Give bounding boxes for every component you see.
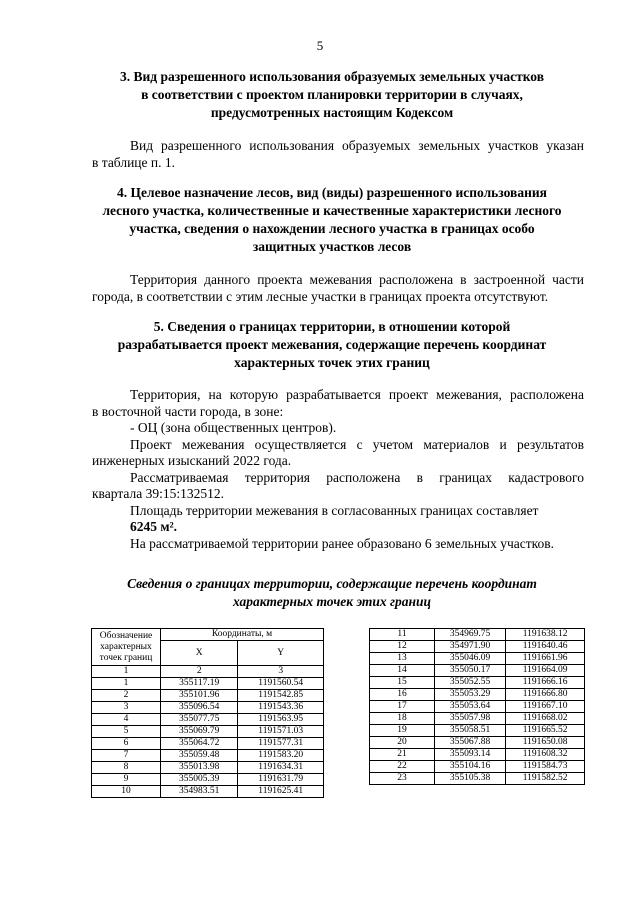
y-coordinate: 1191666.80	[506, 689, 585, 701]
heading-line: участка, сведения о нахождении лесного участка в границах особо	[129, 221, 535, 236]
table-row	[370, 725, 585, 737]
x-coordinate: 355104.16	[435, 761, 506, 773]
text-line: в таблице п. 1.	[92, 154, 175, 170]
table-row	[92, 702, 324, 714]
table-row	[92, 762, 324, 774]
table-row	[370, 629, 585, 641]
text-line: квартала 39:15:132512.	[92, 486, 224, 501]
point-number: 20	[370, 737, 435, 749]
col-number: 1	[92, 666, 161, 678]
table-body-left	[92, 678, 324, 798]
table-row	[92, 678, 324, 690]
section5-heading	[82, 318, 582, 372]
table-row	[370, 749, 585, 761]
y-coordinate: 1191631.79	[238, 774, 324, 786]
table-row	[92, 774, 324, 786]
table-row	[370, 737, 585, 749]
point-number: 4	[92, 714, 161, 726]
x-coordinate: 355059.48	[161, 750, 238, 762]
y-coordinate: 1191563.95	[238, 714, 324, 726]
heading-line: в соответствии с проектом планировки территории в случаях,	[141, 87, 523, 102]
y-coordinate: 1191577.31	[238, 738, 324, 750]
caption-line: Сведения о границах территории, содержащие перечень координат	[127, 576, 537, 591]
text-line: в восточной части города, в зоне:	[92, 403, 284, 419]
y-coordinate: 1191584.73	[506, 761, 585, 773]
x-coordinate: 355046.09	[435, 653, 506, 665]
x-coordinate: 354971.90	[435, 641, 506, 653]
y-coordinate: 1191583.20	[238, 750, 324, 762]
x-coordinate: 355077.75	[161, 714, 238, 726]
x-coordinate: 355067.88	[435, 737, 506, 749]
x-coordinate: 354969.75	[435, 629, 506, 641]
table-body-right	[370, 629, 585, 785]
y-coordinate: 1191560.54	[238, 678, 324, 690]
point-number: 1	[92, 678, 161, 690]
point-number: 13	[370, 653, 435, 665]
point-number: 23	[370, 773, 435, 785]
table-row	[92, 726, 324, 738]
table-row	[370, 761, 585, 773]
y-coordinate: 1191582.52	[506, 773, 585, 785]
heading-line: защитных участков лесов	[252, 239, 412, 254]
heading-line: характерных точек этих границ	[234, 355, 430, 370]
point-number: 19	[370, 725, 435, 737]
section3-text	[92, 138, 584, 171]
text-line: Территория, на которую разрабатывается проект межевания, расположена	[130, 387, 584, 402]
point-number: 9	[92, 774, 161, 786]
point-number: 22	[370, 761, 435, 773]
text-line: Рассматриваемая территория расположена в границах кадастрового	[130, 469, 584, 485]
text-line: Вид разрешенного использования образуемых земельных участков указан	[130, 138, 584, 153]
x-coordinate: 355053.29	[435, 689, 506, 701]
y-coordinate: 1191668.02	[506, 713, 585, 725]
x-coordinate: 355064.72	[161, 738, 238, 750]
y-coordinate: 1191625.41	[238, 786, 324, 798]
point-number: 14	[370, 665, 435, 677]
point-number: 8	[92, 762, 161, 774]
heading-line: 4. Целевое назначение лесов, вид (виды) разрешенного использования	[117, 185, 547, 200]
col-number: 2	[161, 666, 238, 678]
table-row	[370, 677, 585, 689]
coordinates-table-left	[91, 628, 324, 798]
x-coordinate: 355096.54	[161, 702, 238, 714]
x-coordinate: 355050.17	[435, 665, 506, 677]
table-row	[370, 713, 585, 725]
text-line: инженерных изысканий 2022 года.	[92, 453, 292, 468]
x-coordinate: 355052.55	[435, 677, 506, 689]
header-y: Y	[238, 641, 324, 666]
point-number: 16	[370, 689, 435, 701]
section4-heading	[82, 184, 582, 256]
header-designation: Обозначение характерных точек границ	[92, 629, 161, 666]
col-number: 3	[238, 666, 324, 678]
x-coordinate: 355093.14	[435, 749, 506, 761]
y-coordinate: 1191638.12	[506, 629, 585, 641]
y-coordinate: 1191543.36	[238, 702, 324, 714]
page-number: 5	[316, 38, 324, 53]
y-coordinate: 1191640.46	[506, 641, 585, 653]
section5-text	[92, 387, 584, 552]
x-coordinate: 355117.19	[161, 678, 238, 690]
x-coordinate: 355101.96	[161, 690, 238, 702]
header-x: X	[161, 641, 238, 666]
section4-text	[92, 272, 584, 305]
point-number: 15	[370, 677, 435, 689]
table-row	[370, 665, 585, 677]
x-coordinate: 355013.98	[161, 762, 238, 774]
x-coordinate: 355058.51	[435, 725, 506, 737]
heading-line: лесного участка, количественные и качественные характеристики лесного	[102, 203, 562, 218]
point-number: 18	[370, 713, 435, 725]
heading-line: разрабатывается проект межевания, содержащие перечень координат	[117, 337, 547, 352]
point-number: 6	[92, 738, 161, 750]
y-coordinate: 1191666.16	[506, 677, 585, 689]
point-number: 12	[370, 641, 435, 653]
point-number: 2	[92, 690, 161, 702]
table-row	[370, 701, 585, 713]
table-row	[92, 738, 324, 750]
text-line: Проект межевания осуществляется с учетом материалов и результатов	[130, 436, 584, 452]
point-number: 21	[370, 749, 435, 761]
text-line: города, в соответствии с этим лесные участки в границах проекта отсутствуют.	[92, 288, 549, 304]
coordinates-table-right	[369, 628, 585, 785]
table-row	[92, 714, 324, 726]
y-coordinate: 1191661.96	[506, 653, 585, 665]
point-number: 3	[92, 702, 161, 714]
header-coordinates: Координаты, м	[161, 629, 324, 641]
y-coordinate: 1191664.09	[506, 665, 585, 677]
table-row	[370, 773, 585, 785]
y-coordinate: 1191665.52	[506, 725, 585, 737]
y-coordinate: 1191608.32	[506, 749, 585, 761]
text-line: Территория данного проекта межевания расположена в застроенной части	[130, 272, 584, 287]
x-coordinate: 355057.98	[435, 713, 506, 725]
table-row	[92, 786, 324, 798]
table-row	[92, 690, 324, 702]
x-coordinate: 355053.64	[435, 701, 506, 713]
y-coordinate: 1191571.03	[238, 726, 324, 738]
y-coordinate: 1191650.08	[506, 737, 585, 749]
y-coordinate: 1191667.10	[506, 701, 585, 713]
text-line: Площадь территории межевания в согласованных границах составляет	[130, 502, 539, 518]
x-coordinate: 355105.38	[435, 773, 506, 785]
table-row	[370, 689, 585, 701]
heading-line: 3. Вид разрешенного использования образуемых земельных участков	[119, 69, 545, 84]
x-coordinate: 355069.79	[161, 726, 238, 738]
text-line: На рассматриваемой территории ранее образовано 6 земельных участков.	[130, 535, 555, 551]
table-row	[370, 653, 585, 665]
x-coordinate: 354983.51	[161, 786, 238, 798]
table-row	[92, 750, 324, 762]
point-number: 11	[370, 629, 435, 641]
point-number: 5	[92, 726, 161, 738]
zone-item: - ОЦ (зона общественных центров).	[130, 420, 337, 435]
table-row	[370, 641, 585, 653]
point-number: 10	[92, 786, 161, 798]
y-coordinate: 1191634.31	[238, 762, 324, 774]
heading-line: предусмотренных настоящим Кодексом	[210, 105, 454, 120]
section3-heading	[82, 68, 582, 122]
heading-line: 5. Сведения о границах территории, в отношении которой	[153, 319, 511, 334]
point-number: 17	[370, 701, 435, 713]
x-coordinate: 355005.39	[161, 774, 238, 786]
area-value: 6245 м².	[130, 519, 177, 534]
table-caption	[82, 575, 582, 611]
y-coordinate: 1191542.85	[238, 690, 324, 702]
point-number: 7	[92, 750, 161, 762]
caption-line: характерных точек этих границ	[232, 594, 432, 609]
